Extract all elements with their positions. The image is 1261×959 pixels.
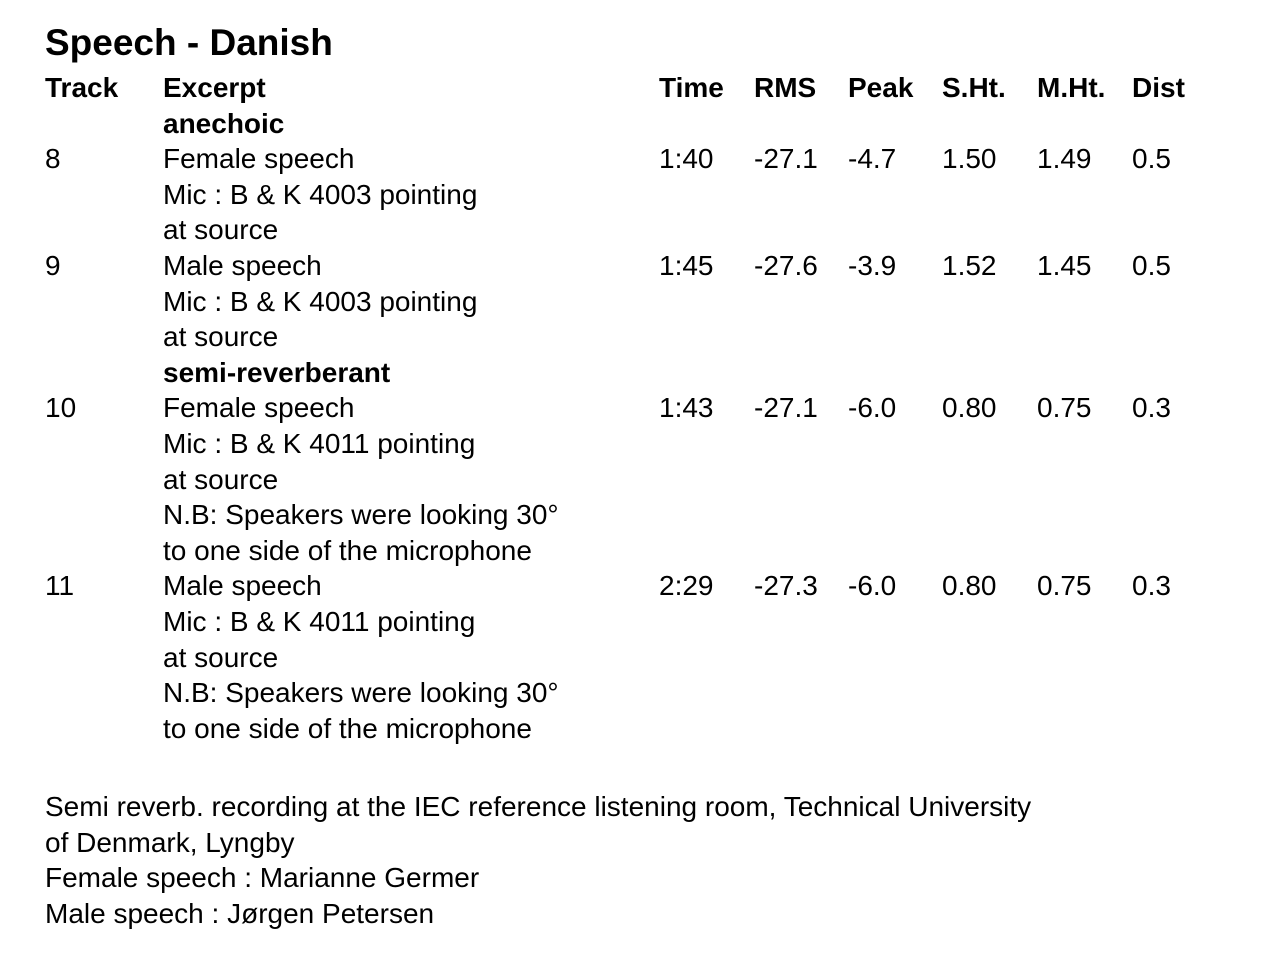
table-row-continuation (45, 604, 1245, 640)
excerpt-line: Male speech (163, 570, 322, 602)
header-dist: Dist (1132, 72, 1185, 103)
table-row (45, 390, 1245, 426)
peak-value: -4.7 (848, 143, 897, 175)
document-page (45, 21, 1245, 932)
mht-value: 0.75 (1037, 570, 1092, 602)
note-line: Female speech : Marianne Germer (45, 862, 480, 894)
mht-value: 0.75 (1037, 392, 1092, 424)
header-rms: RMS (754, 72, 817, 103)
sht-value: 0.80 (942, 570, 997, 602)
peak-value: -3.9 (848, 249, 897, 281)
section-label: semi-reverberant (163, 356, 391, 388)
section-label: anechoic (163, 107, 285, 139)
sht-value: 1.50 (942, 143, 997, 175)
excerpt-line: Male speech (163, 249, 322, 281)
table-row (45, 141, 1245, 177)
table-row-continuation (45, 426, 1245, 462)
excerpt-line: Mic : B & K 4003 pointing (163, 285, 478, 317)
dist-value: 0.3 (1132, 570, 1171, 602)
excerpt-line: Mic : B & K 4011 pointing (163, 605, 476, 637)
mht-value: 1.45 (1037, 249, 1092, 281)
excerpt-line: to one side of the microphone (163, 534, 532, 566)
dist-value: 0.5 (1132, 249, 1171, 281)
sht-value: 0.80 (942, 392, 997, 424)
excerpt-line: N.B: Speakers were looking 30° (163, 677, 559, 709)
excerpt-line: Female speech (163, 392, 355, 424)
excerpt-line: at source (163, 641, 279, 673)
table-row-continuation (45, 212, 1245, 248)
track-number: 9 (45, 249, 61, 281)
peak-value: -6.0 (848, 392, 897, 424)
note-line: Semi reverb. recording at the IEC reference listening room, Technical University (45, 791, 1032, 823)
rms-value: -27.6 (754, 249, 818, 281)
section-heading (45, 355, 1245, 391)
dist-value: 0.5 (1132, 143, 1171, 175)
table-row-continuation (45, 640, 1245, 676)
header-excerpt: Excerpt (163, 72, 266, 103)
time-value: 1:43 (659, 392, 714, 424)
sht-value: 1.52 (942, 249, 997, 281)
table-row (45, 568, 1245, 604)
table-row-continuation (45, 533, 1245, 569)
excerpt-line: N.B: Speakers were looking 30° (163, 499, 559, 531)
table-header (45, 70, 1245, 106)
header-time: Time (659, 72, 724, 103)
excerpt-line: at source (163, 321, 279, 353)
table-row-continuation (45, 675, 1245, 711)
excerpt-line: Mic : B & K 4003 pointing (163, 178, 478, 210)
excerpt-line: at source (163, 463, 279, 495)
table-row-continuation (45, 711, 1245, 747)
peak-value: -6.0 (848, 570, 897, 602)
header-sht: S.Ht. (942, 72, 1006, 103)
rms-value: -27.1 (754, 143, 818, 175)
excerpt-line: Mic : B & K 4011 pointing (163, 427, 476, 459)
table-row-continuation (45, 319, 1245, 355)
table-row-continuation (45, 284, 1245, 320)
time-value: 1:40 (659, 143, 714, 175)
dist-value: 0.3 (1132, 392, 1171, 424)
notes (45, 789, 1245, 931)
table-row (45, 248, 1245, 284)
time-value: 1:45 (659, 249, 714, 281)
table-row-continuation (45, 497, 1245, 533)
table-body (45, 106, 1245, 747)
header-track: Track (45, 72, 119, 103)
note-line: of Denmark, Lyngby (45, 826, 295, 858)
excerpt-line: to one side of the microphone (163, 712, 532, 744)
table-row-continuation (45, 177, 1245, 213)
rms-value: -27.1 (754, 392, 818, 424)
header-mht: M.Ht. (1037, 72, 1106, 103)
track-number: 10 (45, 392, 77, 424)
track-number: 11 (45, 570, 75, 602)
excerpt-line: at source (163, 214, 279, 246)
page-title: Speech - Danish (45, 22, 333, 63)
mht-value: 1.49 (1037, 143, 1092, 175)
rms-value: -27.3 (754, 570, 818, 602)
excerpt-line: Female speech (163, 143, 355, 175)
time-value: 2:29 (659, 570, 714, 602)
table-row-continuation (45, 462, 1245, 498)
header-peak: Peak (848, 72, 914, 103)
note-line: Male speech : Jørgen Petersen (45, 898, 435, 930)
track-number: 8 (45, 143, 61, 175)
section-heading (45, 106, 1245, 142)
